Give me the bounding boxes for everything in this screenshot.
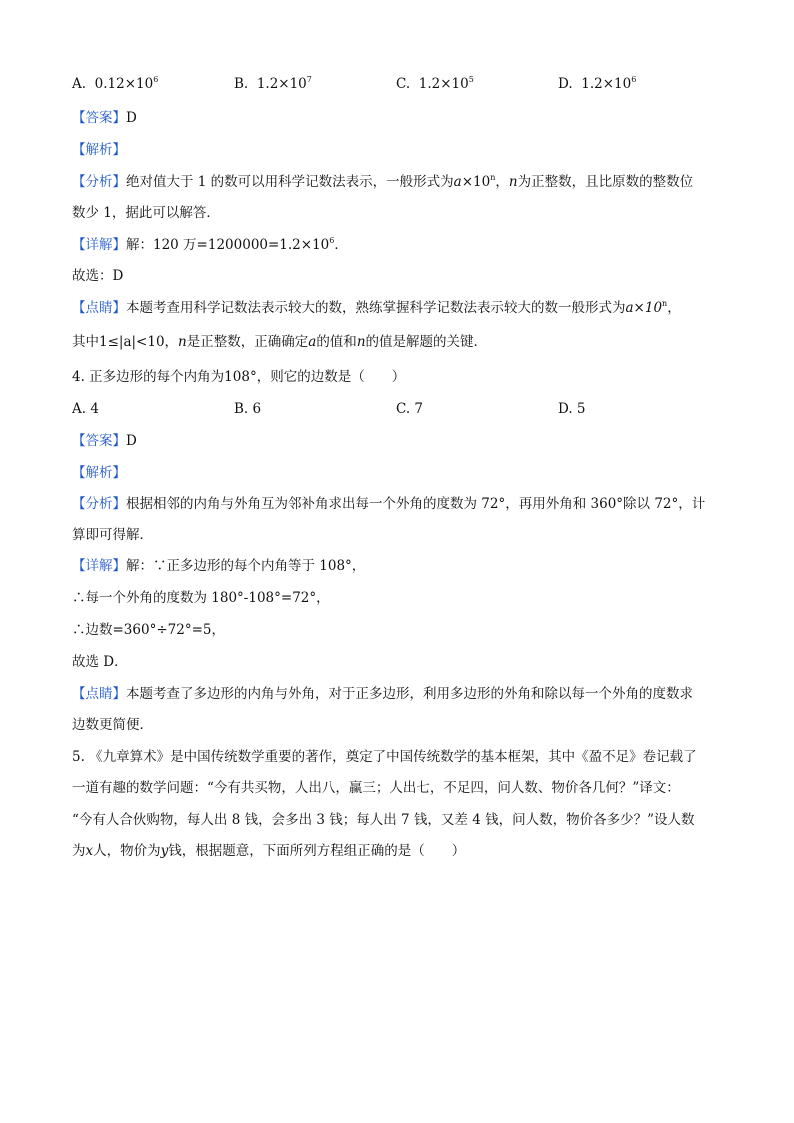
option-c-exponent: 5 — [468, 75, 474, 84]
q3-comment-2-text: 的值和 — [316, 334, 357, 350]
q3-detail-end: ． — [334, 237, 348, 253]
option-a-label: A. — [72, 76, 87, 92]
q4-detail-text-2: ∴每一个外角的度数为 180°-108°=72°， — [72, 590, 330, 606]
q3-comment-2-text: 其中 — [72, 334, 99, 350]
q5-line-3 — [72, 810, 722, 830]
q4-stem — [72, 367, 722, 387]
q4-comment-text: 本题考查了多边形的内角与外角，对于正多边形，利用多边形的外角和除以每一个外角的度数求 — [126, 686, 693, 702]
q3-option-c — [396, 74, 474, 94]
detail-tag: 【详解】 — [72, 237, 126, 253]
comment-tag: 【点睛】 — [72, 686, 126, 702]
analysis-tag: 【解析】 — [72, 142, 126, 158]
q5-text-4: 人，物价为 — [93, 843, 161, 859]
q4-option-d: D. 5 — [558, 401, 586, 417]
q3-detail-exponent: 6 — [329, 236, 335, 245]
q4-comment-line-2 — [72, 715, 722, 735]
option-c-label: C. — [396, 76, 411, 92]
q4-choose-line — [72, 652, 722, 672]
q4-fenxi-text-2: 算即可得解． — [72, 527, 153, 543]
formula-a-times-ten: a×10 — [625, 300, 663, 316]
formula-exponent-n: n — [662, 299, 668, 308]
q3-option-b — [234, 74, 312, 94]
q5-line-2 — [72, 778, 722, 798]
q3-comment-2-text: 是正整数，正确确定 — [186, 334, 309, 350]
detail-tag: 【详解】 — [72, 558, 126, 574]
q5-text-4: 为 — [72, 843, 86, 859]
q5-text-3: “今有人合伙购物，每人出 8 钱，会多出 3 钱；每人出 7 钱，又差 4 钱，问人数，物价各多少？”设人数 — [72, 812, 695, 828]
q3-option-d — [558, 74, 636, 94]
q5-text-4: 钱，根据题意，下面所列方程组正确的是（ ） — [168, 843, 466, 859]
option-a-value: 0.12×10 — [94, 76, 154, 92]
q3-comment-line-2 — [72, 332, 722, 352]
q3-answer: D — [126, 110, 137, 126]
q4-detail-line-2 — [72, 588, 722, 608]
option-b-exponent: 7 — [306, 75, 312, 84]
q5-line-4 — [72, 841, 722, 861]
q3-fenxi-text-cont: 为正整数，且比原数的整数位 — [517, 174, 694, 190]
times-ten: ×10 — [461, 174, 491, 190]
option-b-value: 1.2×10 — [256, 76, 307, 92]
option-d-label: D. — [558, 76, 573, 92]
q4-detail-line-1 — [72, 556, 722, 576]
option-d-exponent: 6 — [631, 75, 637, 84]
separator: ， — [164, 334, 179, 350]
answer-tag: 【答案】 — [72, 110, 126, 126]
q3-comment-2-text: 的值是解题的关键． — [365, 334, 488, 350]
exponent-n: n — [490, 173, 496, 182]
q4-fenxi-line-1 — [72, 494, 722, 514]
q4-stem-text: 4. 正多边形的每个内角为108°，则它的边数是（ ） — [72, 369, 406, 385]
comment-tag: 【点睛】 — [72, 300, 126, 316]
option-a-exponent: 6 — [153, 75, 159, 84]
q3-answer-line — [72, 108, 722, 128]
q4-detail-line-3 — [72, 620, 722, 640]
var-x: x — [85, 843, 94, 859]
analysis-tag: 【解析】 — [72, 465, 126, 481]
option-c-value: 1.2×10 — [418, 76, 469, 92]
separator: ， — [495, 174, 509, 190]
q4-choose: 故选 D． — [72, 654, 128, 670]
var-n: n — [178, 334, 187, 350]
var-a: a — [308, 334, 317, 350]
q3-detail-text: 解：120 万=1200000=1.2×10 — [126, 237, 330, 253]
q5-text-2: 一道有趣的数学问题：“今有共买物，人出八，赢三；人出七，不足四，问人数、物价各几何？”译文： — [72, 780, 680, 796]
q5-line-1 — [72, 747, 722, 767]
q4-answer: D — [126, 433, 137, 449]
q4-fenxi-line-2 — [72, 525, 722, 545]
q3-comment-end: ， — [667, 300, 681, 316]
q4-answer-line — [72, 431, 722, 451]
answer-tag: 【答案】 — [72, 433, 126, 449]
inequality: 1≤|a|<10 — [99, 334, 165, 350]
var-y: y — [160, 843, 169, 859]
q3-comment-line-1 — [72, 298, 722, 318]
fenxi-tag: 【分析】 — [72, 496, 126, 512]
var-n: n — [508, 174, 518, 190]
var-n: n — [356, 334, 366, 350]
q3-fenxi-line-1 — [72, 172, 722, 192]
q4-fenxi-text: 根据相邻的内角与外角互为邻补角求出每一个外角的度数为 72°，再用外角和 360°除以 72°，计 — [126, 496, 706, 512]
q3-option-a — [72, 74, 158, 94]
q3-choose: 故选：D — [72, 268, 124, 284]
q4-option-b: B. 6 — [234, 401, 262, 417]
var-a: a — [453, 174, 462, 190]
q3-choose-line — [72, 266, 722, 286]
q4-detail-text: 解：∵正多边形的每个内角等于 108°， — [126, 558, 366, 574]
q4-comment-line-1 — [72, 684, 722, 704]
q3-fenxi-text-2: 数少 1，据此可以解答． — [72, 205, 220, 221]
option-b-label: B. — [234, 76, 249, 92]
q3-detail-line — [72, 235, 722, 255]
q4-comment-text-2: 边数更简便． — [72, 717, 153, 733]
q3-analysis-line — [72, 140, 722, 160]
fenxi-tag: 【分析】 — [72, 174, 126, 190]
q3-fenxi-text: 绝对值大于 1 的数可以用科学记数法表示，一般形式为 — [126, 174, 454, 190]
q4-detail-text-3: ∴边数=360°÷72°=5， — [72, 622, 225, 638]
q4-option-a: A. 4 — [72, 401, 99, 417]
q3-comment-text: 本题考查用科学记数法表示较大的数，熟练掌握科学记数法表示较大的数一般形式为 — [126, 300, 626, 316]
q3-fenxi-line-2 — [72, 203, 722, 223]
q4-analysis-line — [72, 463, 722, 483]
option-d-value: 1.2×10 — [581, 76, 632, 92]
q5-text-1: 5. 《九章算术》是中国传统数学重要的著作，奠定了中国传统数学的基本框架，其中《盈不足》卷记载了 — [72, 749, 697, 765]
q4-option-c: C. 7 — [396, 401, 424, 417]
